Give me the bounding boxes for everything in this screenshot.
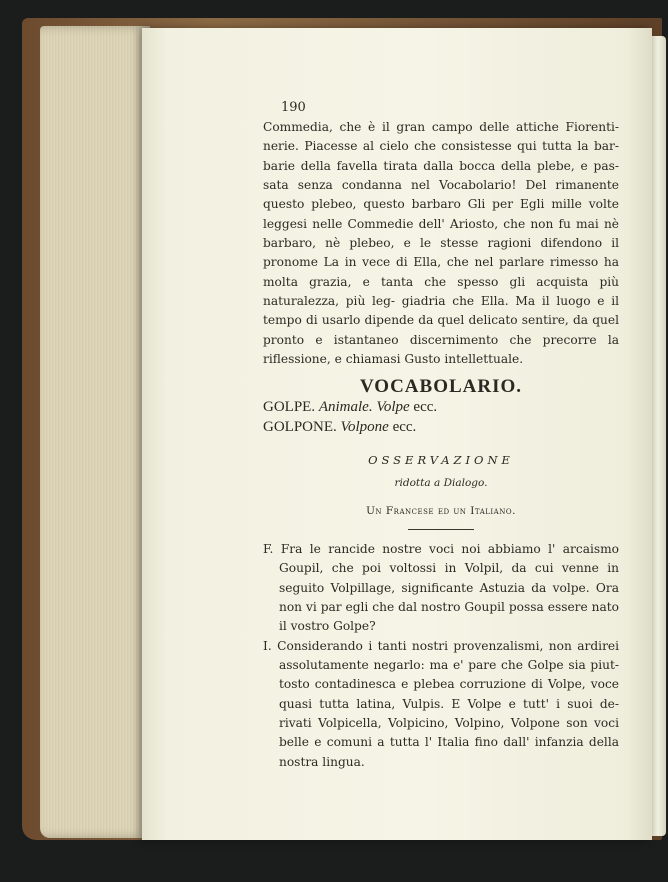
dialogue-line: seguito Volpillage, significante Astuzia da volpe. Ora (279, 580, 619, 595)
speakers-line: Un Francese ed un Italiano. (366, 504, 516, 517)
para-line: nerie. Piacesse al cielo che consistesse qui tutta la bar- (263, 139, 619, 154)
para-line: Commedia, che è il gran campo delle attiche Fiorenti- (263, 120, 619, 134)
para-line: discernimento che precorre la riflessione, e chiamasi Gusto (263, 332, 619, 367)
opening-paragraph (263, 118, 619, 369)
para-line: giadria che Ella. Ma il luogo e il tempo di usarlo dipende (263, 294, 620, 328)
dialogue-line: Goupil, che poi voltossi in Volpil, da cui venne in (279, 561, 619, 576)
speaker-label: I. (263, 638, 272, 653)
dialogue-line: Fra le rancide nostre voci noi abbiamo l' arcaismo (280, 541, 620, 556)
vocab-entry (263, 397, 619, 417)
para-line: e tanta che spesso gli acquista più naturalezza, più leg- (263, 274, 620, 309)
entry-definition: Volpone (340, 418, 389, 435)
para-line: plebeo, questo barbaro Gli per Egli mille volte leggesi (263, 197, 620, 231)
page-number: 190 (281, 100, 306, 115)
page-text (263, 98, 619, 772)
para-line: intellettuale. (444, 352, 524, 367)
para-line: barie della favella tirata dalla bocca della plebe, e pas- (263, 158, 619, 173)
section-heading: VOCABOLARIO. (359, 376, 523, 398)
dialogue-line: belle e comuni a tutta l' Italia fino dall' infanzia della (279, 735, 619, 750)
page-stack-edge (40, 26, 150, 838)
entry-term: GOLPONE. (263, 418, 337, 435)
para-line: nelle Commedie dell' Ariosto, che non fu mai nè barbaro, (263, 216, 620, 251)
para-line: sata senza condanna nel Vocabolario! Del rimanente questo (263, 178, 619, 212)
dialogue-line: rivati Volpicella, Volpicino, Volpino, Volpone son voci (279, 715, 619, 730)
vocab-entry (263, 417, 619, 437)
dialogue-line: non vi par egli che dal nostro Goupil possa essere (279, 599, 588, 614)
divider-rule (408, 529, 474, 530)
entry-suffix: ecc. (413, 398, 438, 415)
dialogue-line: Considerando i tanti nostri provenzalismi, non ardirei (277, 638, 620, 653)
observation-title: OSSERVAZIONE (368, 452, 514, 467)
para-line: da quel delicato sentire, da quel pronto e istantaneo (263, 313, 620, 347)
dialogue-line: nostra lingua. (279, 754, 365, 769)
dialogue-line: tosto contadinesca e plebea corruzione di Volpe, voce (279, 677, 619, 692)
para-line: nè plebeo, e le stesse ragioni difendono il pronome La (263, 236, 619, 270)
para-line: in vece di Ella, che nel parlare rimesso ha molta grazia, (263, 255, 620, 289)
dialogue-turn (263, 637, 619, 772)
dialogue-line: nato il vostro Golpe? (279, 599, 619, 634)
entry-definition: Animale. Volpe (318, 398, 410, 415)
dialogue-line: assolutamente negarlo: ma e' pare che Golpe sia piut- (279, 657, 619, 672)
entry-term: GOLPE. (263, 398, 316, 415)
speaker-label: F. (263, 541, 274, 556)
observation-subtitle: ridotta a Dialogo. (394, 477, 488, 490)
entry-suffix: ecc. (392, 418, 417, 435)
dialogue-line: quasi tutta latina, Vulpis. E Volpe e tutt' i suoi de- (279, 696, 619, 711)
dialogue-turn (263, 540, 619, 637)
